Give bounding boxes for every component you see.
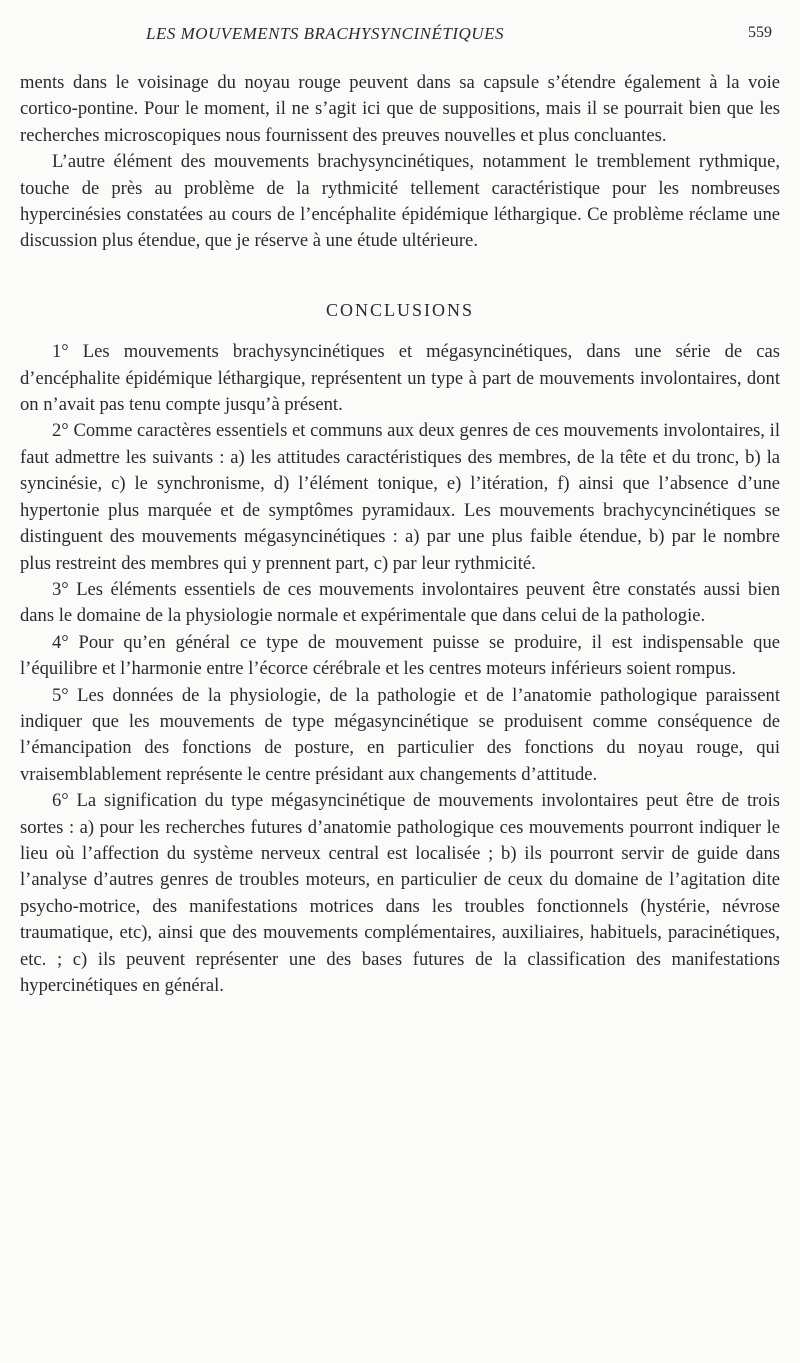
conclusion-item-1: 1° Les mouvements brachysyncinétiques et mégasyncinétiques, dans une série de cas d’encéphalite épidémique léthargique, représentent un type à part de mouvements involontaires, dont on n’avait pas tenu compte jusqu’à présent. [20, 341, 780, 416]
body-text [20, 70, 780, 999]
section-heading-conclusions: CONCLUSIONS [325, 299, 475, 320]
paragraph-rhythmic-tremor: L’autre élément des mouvements brachysyncinétiques, notamment le tremblement rythmique, touche de près au problème de la rythmicité tellement caractéristique pour les nombreuses hypercinésies constatées au cours de l’encéphalite épidémique léthargique. Ce problème réclame une discussion plus étendue, que je réserve à une étude ultérieure. [20, 151, 780, 252]
conclusion-item-6: 6° La signification du type mégasyncinétique de mouvements involontaires peut être de trois sortes : a) pour les recherches futures d’anatomie pathologique ces mouvements pourront indiquer le lieu où l’affection du système nerveux central est localisée ; b) ils pourront servir de guide dans l’analyse d’autres genres de troubles moteurs, en particulier de ceux du domaine de l’agitation dite psycho-motrice, des manifestations motrices dans les troubles fonctionnels (hystérie, névrose traumatique, etc), ainsi que des mouvements complémentaires, auxiliaires, habituels, paracinétiques, etc. ; c) ils peuvent représenter une des bases futures de la classification des manifestations hypercinétiques en général. [20, 790, 780, 996]
running-head [0, 24, 800, 52]
conclusion-item-4: 4° Pour qu’en général ce type de mouvement puisse se produire, il est indispensable que l’équilibre et l’harmonie entre l’écorce cérébrale et les centres moteurs inférieurs soient rompus. [20, 631, 780, 680]
conclusion-item-2: 2° Comme caractères essentiels et communs aux deux genres de ces mouvements involontaires, il faut admettre les suivants : a) les attitudes caractéristiques des membres, de la tête et du tronc, b) la syncinésie, c) le synchronisme, d) l’élément tonique, e) l’itération, f) ainsi que l’absence d’une hypertonie plus marquée et de symptômes pyramidaux. Les mouvements brachycyncinétiques se distinguent des mouvements mégasyncinétiques : a) par une plus faible étendue, b) par le nombre plus restreint des membres qui y prennent part, c) par leur rythmicité. [20, 420, 780, 574]
page-number: 559 [748, 24, 772, 41]
conclusion-item-3: 3° Les éléments essentiels de ces mouvements involontaires peuvent être constatés aussi bien dans le domaine de la physiologie normale et expérimentale que dans celui de la pathologie. [20, 578, 780, 627]
running-title: LES MOUVEMENTS BRACHYSYNCINÉTIQUES [146, 24, 504, 43]
conclusion-item-5: 5° Les données de la physiologie, de la pathologie et de l’anatomie pathologique paraissent indiquer que les mouvements de type mégasyncinétique se produisent comme conséquence de l’émancipation des fonctions de posture, en particulier des fonctions du noyau rouge, qui vraisemblablement représente le centre présidant aux changements d’attitude. [20, 684, 780, 785]
paragraph-continuation: ments dans le voisinage du noyau rouge peuvent dans sa capsule s’étendre également à la voie cortico-pontine. Pour le moment, il ne s’agit ici que de suppositions, mais il se pourrait bien que les recherches microscopiques nous fournissent des preuves nouvelles et plus concluantes. [20, 72, 780, 146]
